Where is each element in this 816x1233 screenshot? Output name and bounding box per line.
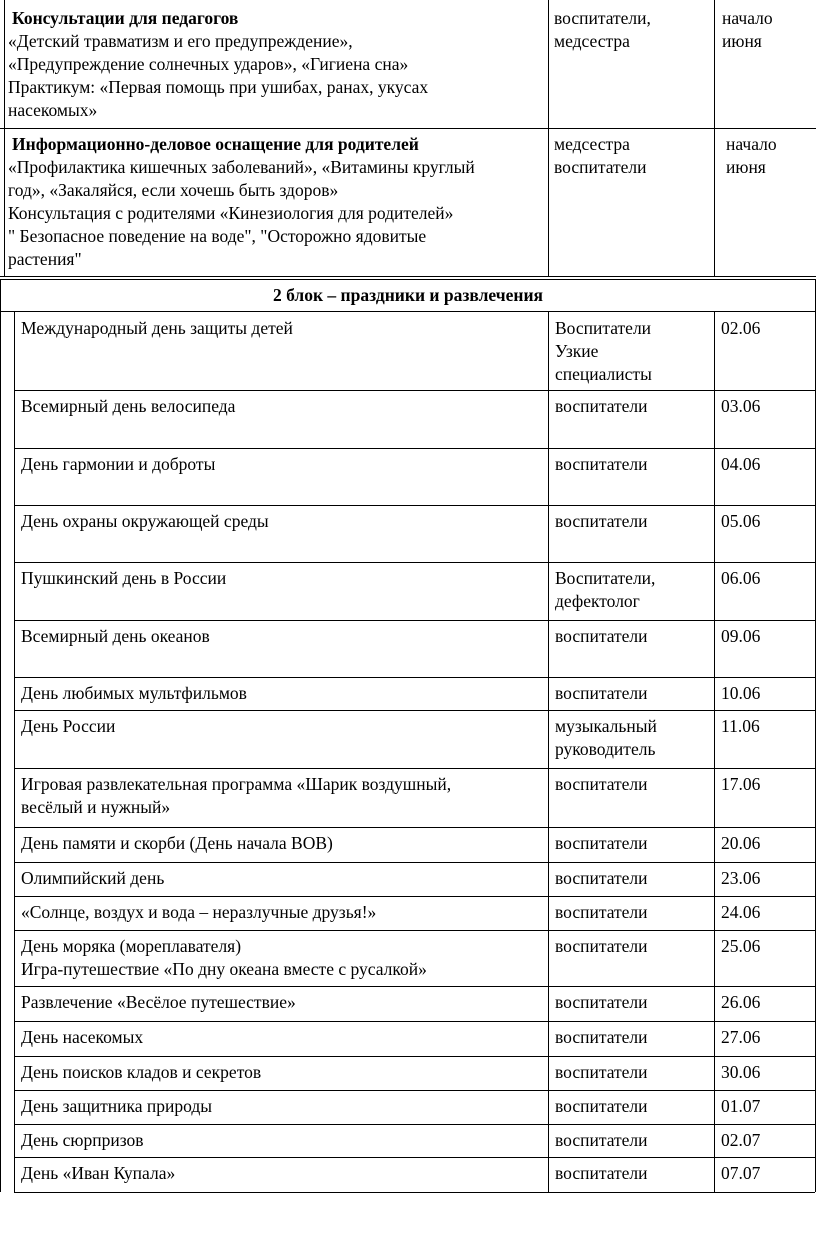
parents-info-cell xyxy=(8,133,544,271)
event-name-line: День гармонии и доброты xyxy=(21,454,216,474)
row-divider xyxy=(14,986,815,987)
event-name xyxy=(21,867,164,890)
event-date: 02.06 xyxy=(721,318,761,338)
event-date: 20.06 xyxy=(721,833,761,853)
event-name-line: Игровая развлекательная программа «Шарик воздушный, xyxy=(21,774,452,794)
event-name xyxy=(21,715,115,738)
row-divider xyxy=(14,1192,815,1193)
event-name xyxy=(21,901,376,924)
event-responsible-line: воспитатели xyxy=(555,396,648,416)
date-line: июня xyxy=(726,157,766,177)
event-name xyxy=(21,1061,261,1084)
event-name xyxy=(21,832,333,855)
event-date: 30.06 xyxy=(721,1062,761,1082)
event-date: 05.06 xyxy=(721,511,761,531)
event-responsible-line: специалисты xyxy=(555,364,652,384)
event-name xyxy=(21,1129,144,1152)
event-responsible-line: воспитатели xyxy=(555,833,648,853)
row-divider xyxy=(14,896,815,897)
event-responsible xyxy=(555,773,648,796)
consultation-line: «Предупреждение солнечных ударов», «Гигиена сна» xyxy=(8,54,409,74)
column-divider xyxy=(548,0,549,277)
event-responsible xyxy=(555,991,648,1014)
event-name-line: День насекомых xyxy=(21,1027,144,1047)
event-name-line: Всемирный день велосипеда xyxy=(21,396,236,416)
event-name-line: День сюрпризов xyxy=(21,1130,144,1150)
event-name xyxy=(21,567,226,590)
date-line: июня xyxy=(722,31,762,51)
event-responsible-line: Узкие xyxy=(555,341,599,361)
event-name xyxy=(21,453,215,476)
event-date: 07.07 xyxy=(721,1163,761,1183)
row-divider xyxy=(0,276,816,277)
event-name-line: Пушкинский день в России xyxy=(21,568,227,588)
event-responsible-line: воспитатели xyxy=(555,1163,648,1183)
row-divider xyxy=(14,562,815,563)
event-responsible-line: воспитатели xyxy=(555,992,648,1012)
parents-info-line: растения" xyxy=(8,249,82,269)
event-date: 02.07 xyxy=(721,1130,761,1150)
consultation-responsible xyxy=(554,7,651,53)
event-responsible-line: воспитатели xyxy=(555,936,648,956)
event-responsible xyxy=(555,935,648,958)
row-divider xyxy=(14,448,815,449)
event-name-line: Развлечение «Весёлое путешествие» xyxy=(21,992,296,1012)
row-divider xyxy=(0,311,816,312)
event-responsible-line: воспитатели xyxy=(555,868,648,888)
row-divider xyxy=(14,1157,815,1158)
event-date: 17.06 xyxy=(721,774,761,794)
row-divider xyxy=(14,930,815,931)
responsible-line: воспитатели, xyxy=(554,8,651,28)
parents-info-title: Информационно-деловое оснащение для родителей xyxy=(12,134,419,154)
event-date: 24.06 xyxy=(721,902,761,922)
event-date: 27.06 xyxy=(721,1027,761,1047)
event-name xyxy=(21,317,293,340)
parents-info-responsible xyxy=(554,133,647,179)
event-responsible-line: воспитатели xyxy=(555,1096,648,1116)
consultation-title: Консультации для педагогов xyxy=(12,8,239,28)
column-divider xyxy=(714,0,715,277)
event-responsible xyxy=(555,1026,648,1049)
event-responsible xyxy=(555,1129,648,1152)
event-responsible-line: руководитель xyxy=(555,739,656,759)
event-date: 09.06 xyxy=(721,626,761,646)
event-responsible xyxy=(555,1162,648,1185)
row-divider xyxy=(14,827,815,828)
date-line: начало xyxy=(726,134,777,154)
event-responsible-line: воспитатели xyxy=(555,683,648,703)
event-date: 25.06 xyxy=(721,936,761,956)
event-name xyxy=(21,1162,175,1185)
event-name-line: Всемирный день океанов xyxy=(21,626,210,646)
event-responsible-line: Воспитатели, xyxy=(555,568,656,588)
event-name-line: День охраны окружающей среды xyxy=(21,511,269,531)
row-divider xyxy=(0,128,816,129)
event-responsible xyxy=(555,682,648,705)
event-name xyxy=(21,510,269,533)
consultation-date xyxy=(722,7,773,53)
parents-info-date xyxy=(726,133,777,179)
event-responsible-line: воспитатели xyxy=(555,1130,648,1150)
event-responsible-line: Воспитатели xyxy=(555,318,652,338)
event-date: 04.06 xyxy=(721,454,761,474)
event-date: 23.06 xyxy=(721,868,761,888)
event-date: 26.06 xyxy=(721,992,761,1012)
parents-info-line: " Безопасное поведение на воде", "Осторожно ядовитые xyxy=(8,226,427,246)
event-date: 10.06 xyxy=(721,683,761,703)
event-name-line: весёлый и нужный» xyxy=(21,797,171,817)
event-name xyxy=(21,773,451,819)
event-responsible xyxy=(555,1095,648,1118)
parents-info-line: «Профилактика кишечных заболеваний», «Витамины круглый xyxy=(8,157,475,177)
row-divider xyxy=(14,390,815,391)
table-border-left xyxy=(4,0,5,277)
row-divider xyxy=(14,1021,815,1022)
date-line: начало xyxy=(722,8,773,28)
event-name-line: Игра-путешествие «По дну океана вместе с русалкой» xyxy=(21,959,427,979)
event-date: 03.06 xyxy=(721,396,761,416)
row-divider xyxy=(14,677,815,678)
row-divider xyxy=(14,1124,815,1125)
event-date: 11.06 xyxy=(721,716,760,736)
column-divider xyxy=(548,312,549,1192)
event-responsible-line: воспитатели xyxy=(555,454,648,474)
responsible-line: медсестра xyxy=(554,134,630,154)
row-divider xyxy=(14,710,815,711)
event-responsible xyxy=(555,901,648,924)
row-divider xyxy=(14,505,815,506)
row-divider xyxy=(14,862,815,863)
consultation-line: Практикум: «Первая помощь при ушибах, ранах, укусах xyxy=(8,77,429,97)
event-responsible xyxy=(555,453,648,476)
row-divider xyxy=(14,620,815,621)
parents-info-line: Консультация с родителями «Кинезиология для родителей» xyxy=(8,203,454,223)
event-responsible-line: воспитатели xyxy=(555,626,648,646)
responsible-line: воспитатели xyxy=(554,157,647,177)
section-title: 2 блок – праздники и развлечения xyxy=(272,285,544,305)
event-name-line: Олимпийский день xyxy=(21,868,165,888)
event-responsible xyxy=(555,567,655,613)
consultation-line: «Детский травматизм и его предупреждение», xyxy=(8,31,353,51)
event-responsible-line: воспитатели xyxy=(555,902,648,922)
responsible-line: медсестра xyxy=(554,31,630,51)
event-name xyxy=(21,395,235,418)
consultation-cell xyxy=(8,7,544,122)
event-responsible xyxy=(555,395,648,418)
events-border-outer-left xyxy=(0,312,1,1192)
parents-info-line: год», «Закаляйся, если хочешь быть здоров» xyxy=(8,180,339,200)
event-name-line: День России xyxy=(21,716,116,736)
event-name-line: День защитника природы xyxy=(21,1096,213,1116)
event-responsible xyxy=(555,832,648,855)
event-responsible xyxy=(555,510,648,533)
event-responsible xyxy=(555,1061,648,1084)
event-date: 01.07 xyxy=(721,1096,761,1116)
event-name-line: День памяти и скорби (День начала ВОВ) xyxy=(21,833,333,853)
event-name-line: День любимых мультфильмов xyxy=(21,683,247,703)
event-name xyxy=(21,625,210,648)
consultation-line: насекомых» xyxy=(8,100,98,120)
row-divider xyxy=(14,1056,815,1057)
event-name-line: День поисков кладов и секретов xyxy=(21,1062,262,1082)
event-responsible-line: музыкальный xyxy=(555,716,657,736)
event-name-line: Международный день защиты детей xyxy=(21,318,293,338)
event-responsible-line: воспитатели xyxy=(555,774,648,794)
event-name xyxy=(21,1026,143,1049)
row-divider xyxy=(14,1090,815,1091)
row-divider xyxy=(0,279,816,280)
event-name-line: День моряка (мореплавателя) xyxy=(21,936,242,956)
event-name xyxy=(21,935,427,981)
event-name-line: День «Иван Купала» xyxy=(21,1163,176,1183)
event-name xyxy=(21,682,247,705)
event-name xyxy=(21,1095,212,1118)
event-date: 06.06 xyxy=(721,568,761,588)
event-responsible-line: воспитатели xyxy=(555,511,648,531)
row-divider xyxy=(14,768,815,769)
event-responsible-line: воспитатели xyxy=(555,1027,648,1047)
event-responsible xyxy=(555,625,648,648)
events-border-left xyxy=(14,312,15,1192)
column-divider xyxy=(714,312,715,1192)
event-responsible-line: воспитатели xyxy=(555,1062,648,1082)
event-name xyxy=(21,991,296,1014)
event-responsible xyxy=(555,867,648,890)
event-name-line: «Солнце, воздух и вода – неразлучные друзья!» xyxy=(21,902,377,922)
event-responsible xyxy=(555,317,652,386)
event-responsible-line: дефектолог xyxy=(555,591,640,611)
event-responsible xyxy=(555,715,657,761)
